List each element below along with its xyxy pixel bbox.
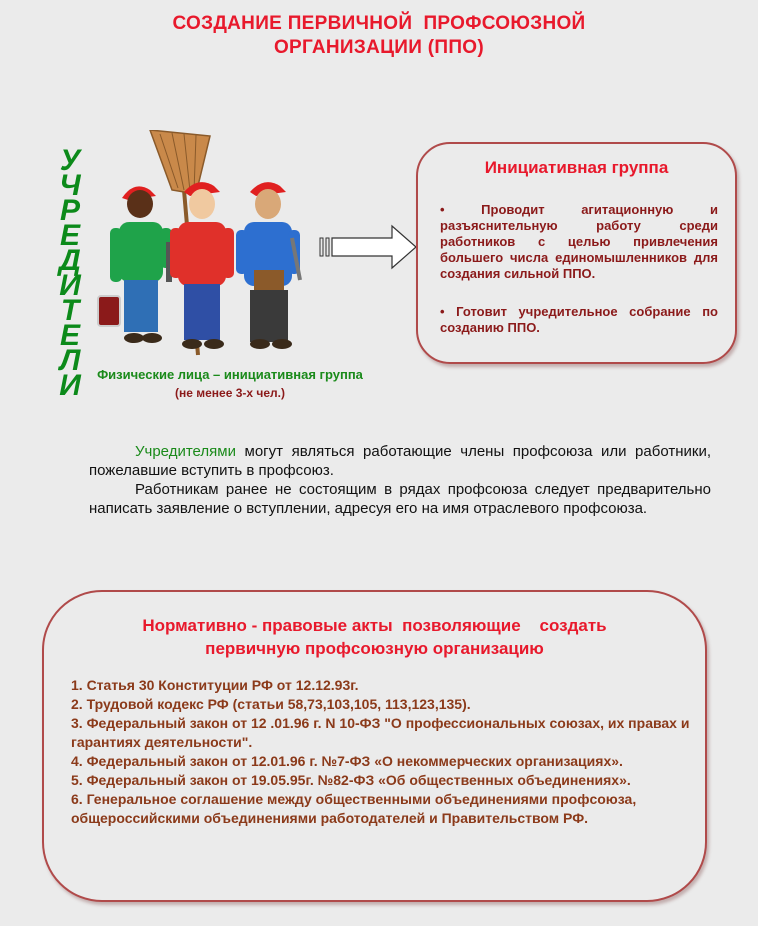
legal-act-item: 1. Статья 30 Конституции РФ от 12.12.93г. — [71, 677, 359, 693]
legal-acts-box — [42, 590, 707, 902]
initiative-group-heading: Инициативная группа — [484, 158, 669, 177]
founders-caption-sub: (не менее 3-х чел.) — [174, 386, 285, 400]
vertical-letter: У — [59, 144, 81, 177]
vertical-letter: И — [59, 369, 81, 402]
legal-acts-heading-line-2: первичную профсоюзную организацию — [205, 639, 544, 658]
initiative-group-box — [416, 142, 737, 364]
vertical-letter: Р — [59, 194, 80, 227]
vertical-letter: Т — [60, 294, 80, 327]
page-title-line-1: СОЗДАНИЕ ПЕРВИЧНОЙ ПРОФСОЮЗНОЙ — [172, 13, 586, 34]
legal-acts-list — [71, 676, 691, 828]
legal-act-item: 6. Генеральное соглашение между общественными объединениями профсоюза, общероссийскими объединениями работодателей и Правительством РФ. — [71, 791, 637, 826]
application-paragraph: Работникам ранее не состоящим в рядах профсоюза следует предварительно написать заявление о вступлении, адресуя его на имя отраслевого профсоюза. — [89, 481, 711, 517]
worker-middle-icon — [170, 182, 234, 349]
founders-paragraph-text: могут являться работающие члены профсоюза или работники, пожелавшие вступить в профсоюз. — [89, 443, 711, 479]
legal-acts-heading-line-1: Нормативно - правовые акты позволяющие создать — [142, 616, 607, 635]
vertical-letter: Е — [59, 319, 80, 352]
founders-caption-main: Физические лица – инициативная группа — [97, 367, 363, 382]
vertical-letter: Е — [59, 219, 80, 252]
vertical-letter: Д — [59, 244, 81, 277]
initiative-item-1: • Проводит агитационную и разъяснительную работу среди работников с целью привлечения большего числа единомышленников для создания сильной ППО. — [440, 202, 718, 281]
page-title — [0, 12, 758, 60]
legal-act-item: 5. Федеральный закон от 19.05.95г. №82-ФЗ «Об общественных объединениях». — [71, 772, 631, 788]
worker-left-icon — [98, 186, 172, 343]
founders-caption — [40, 366, 420, 402]
legal-act-item: 3. Федеральный закон от 12 .01.96 г. N 10-ФЗ "О профессиональных союзах, их правах и гарантиях деятельности". — [71, 715, 690, 750]
vertical-letter: И — [59, 269, 81, 302]
founders-paragraph — [89, 442, 711, 480]
right-arrow-icon — [318, 224, 418, 270]
founders-term: Учредителями — [135, 443, 236, 460]
founders-vertical-word — [50, 144, 90, 402]
vertical-letter: Л — [59, 344, 81, 377]
initiative-item-2: • Готовит учредительное собрание по созданию ППО. — [440, 304, 718, 335]
page-title-line-2: ОРГАНИЗАЦИИ (ППО) — [273, 37, 485, 58]
legal-act-item: 4. Федеральный закон от 12.01.96 г. №7-ФЗ «О некоммерческих организациях». — [71, 753, 623, 769]
worker-right-icon — [236, 182, 300, 349]
vertical-letter: Ч — [59, 169, 81, 202]
workers-illustration — [92, 130, 307, 362]
legal-acts-heading — [44, 614, 705, 660]
legal-act-item: 2. Трудовой кодекс РФ (статьи 58,73,103,105, 113,123,135). — [71, 696, 471, 712]
